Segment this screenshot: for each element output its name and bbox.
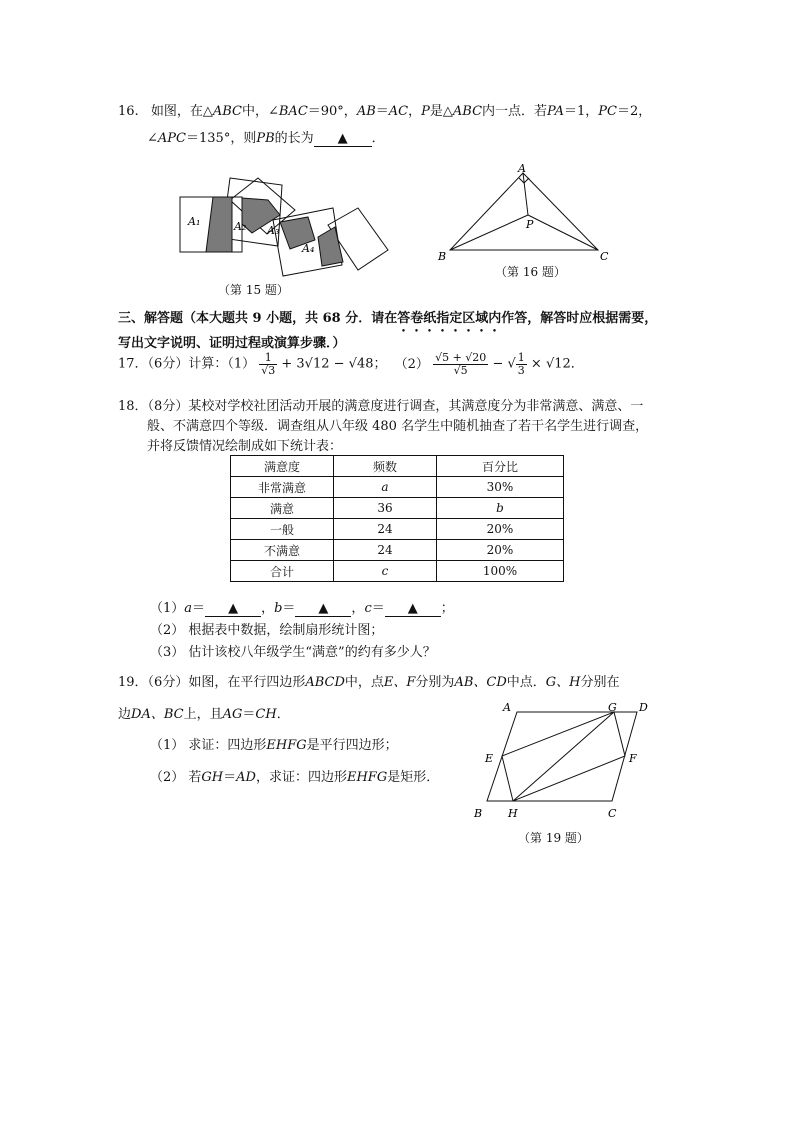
var-ehfg: EHFG <box>266 738 307 753</box>
q19-sub2 <box>150 766 439 785</box>
table-cell: 100% <box>437 561 564 582</box>
q16-text: ＝135°，则 <box>186 131 257 146</box>
var-ef: E、F <box>383 675 416 690</box>
q19-text: ，求证：四边形 <box>255 770 347 785</box>
table-cell: 30% <box>437 477 564 498</box>
frac-num: √5 + √20 <box>435 351 487 364</box>
label-c: C <box>608 807 617 820</box>
answer-blank: ▲ <box>295 602 351 617</box>
var-p: P <box>421 104 430 119</box>
answer-blank: ▲ <box>314 132 372 147</box>
q19-text: 分别在 <box>580 675 620 690</box>
figure-16 <box>430 162 620 267</box>
label-a1: A₁ <box>188 215 201 228</box>
q19-line2 <box>118 703 290 722</box>
var-pb: PB <box>256 131 275 146</box>
table-row <box>231 561 564 582</box>
q18-line1: 18．（8分）某校对学校社团活动开展的满意度进行调查，其满意度分为非常满意、满意、一 <box>118 399 644 414</box>
q18-sub3: （3） 估计该校八年级学生“满意”的约有多少人？ <box>150 645 436 660</box>
section3-emphasis: 答卷纸指定区域内 <box>397 311 502 326</box>
frac-num: 1 <box>259 352 277 365</box>
q18-text: ＝ <box>282 601 296 616</box>
q18-text: ， <box>261 601 275 616</box>
fraction-1-over-3 <box>516 352 527 377</box>
q16-text: 是△ <box>429 104 453 119</box>
q18-text: ＝ <box>192 601 206 616</box>
q19-text: （1） 求证：四边形 <box>150 738 267 753</box>
q16-text: ， <box>408 104 422 119</box>
label-b: B <box>474 807 483 820</box>
q19-text: ． <box>276 707 290 722</box>
figure-19 <box>465 698 655 823</box>
table-row <box>231 540 564 561</box>
figure-16-caption: （第 16 题） <box>495 265 566 279</box>
table-cell: a <box>334 477 437 498</box>
q17-text: − <box>492 356 504 372</box>
q18-text: ＝ <box>371 601 385 616</box>
sqrt-symbol: √ <box>507 356 516 372</box>
frac-den: √5 <box>453 364 468 377</box>
q18-text: （1） <box>150 601 185 616</box>
table-cell: 24 <box>334 519 437 540</box>
var-ehfg: EHFG <box>346 770 388 785</box>
q16-text: ＝1， <box>564 104 599 119</box>
var-abc: ABC <box>212 104 242 119</box>
table-row <box>231 519 564 540</box>
q16-text: ∠ <box>147 131 158 146</box>
q18-line3: 并将反馈情况绘制成如下统计表： <box>147 439 343 454</box>
var-a: a <box>184 601 193 616</box>
section3-heading-line1 <box>118 307 657 335</box>
shaded-a1 <box>206 197 232 252</box>
label-a: A <box>518 162 526 175</box>
label-e: E <box>485 752 494 765</box>
q19-text: 中点． <box>506 675 546 690</box>
q16-text: 内一点．若 <box>482 104 548 119</box>
table-cell: 36 <box>334 498 437 519</box>
table-row <box>231 498 564 519</box>
var-b: b <box>274 601 283 616</box>
label-h: H <box>508 807 518 820</box>
table-header: 百分比 <box>437 456 564 477</box>
figure-15-caption: （第 15 题） <box>218 283 289 297</box>
table-cell: 合计 <box>231 561 334 582</box>
label-f: F <box>629 752 637 765</box>
q19-sub1 <box>150 734 398 753</box>
q16-line2 <box>147 127 385 147</box>
q16-line1 <box>118 100 651 119</box>
q17-text: × √12． <box>530 356 584 372</box>
table-cell: 20% <box>437 540 564 561</box>
q16-text: 中，∠ <box>241 104 279 119</box>
section3-text: 三、解答题（本大题共 9 小题，共 68 分．请在 <box>118 311 398 326</box>
label-p: P <box>526 218 534 231</box>
var-c: c <box>364 601 372 616</box>
q16-text: ＝2， <box>616 104 652 119</box>
q19-text: 是矩形． <box>387 770 440 785</box>
table-header-row <box>231 456 564 477</box>
section3-heading-line2: 写出文字说明、证明过程或演算步骤．） <box>118 336 346 351</box>
frac-num: 1 <box>517 351 525 364</box>
q17-line <box>118 352 584 377</box>
table-cell: c <box>334 561 437 582</box>
q16-text: ． <box>371 131 385 146</box>
q17-text: 17．（6分）计算：（1） <box>118 356 256 372</box>
var-bac: BAC <box>278 104 308 119</box>
label-a2: A₂ <box>234 220 247 233</box>
shaded-a4 <box>318 227 343 266</box>
table-header: 满意度 <box>231 456 334 477</box>
var-abcd: ABCD <box>305 675 345 690</box>
section3-text: 作答，解答时应根据需要， <box>501 311 658 326</box>
table-cell: 非常满意 <box>231 477 334 498</box>
table-cell: 满意 <box>231 498 334 519</box>
segment-pc <box>528 215 598 250</box>
var-ab-cd: AB、CD <box>454 675 507 690</box>
fraction-sqrt-sum <box>433 352 488 377</box>
table-cell: 20% <box>437 519 564 540</box>
table-cell: 一般 <box>231 519 334 540</box>
label-c: C <box>600 250 609 263</box>
var-gh: GH <box>201 770 224 785</box>
q19-text: ＝ <box>223 770 237 785</box>
frac-den: √3 <box>261 364 276 377</box>
var-ab: AB <box>356 104 376 119</box>
segment-pb <box>450 215 528 250</box>
stats-table <box>230 455 564 582</box>
q16-text: ＝90°， <box>307 104 357 119</box>
table-header: 频数 <box>334 456 437 477</box>
answer-blank: ▲ <box>385 602 441 617</box>
label-a: A <box>503 701 511 714</box>
var-da-bc: DA、BC <box>131 707 184 722</box>
frac-den: 3 <box>517 364 525 377</box>
q18-sub1 <box>150 597 454 617</box>
label-g: G <box>608 701 617 714</box>
q16-text: 如图，在△ <box>150 104 213 119</box>
q17-text: （2） <box>394 356 429 372</box>
q19-line1 <box>118 671 620 690</box>
q18-sub2: （2） 根据表中数据，绘制扇形统计图； <box>150 623 384 638</box>
answer-blank: ▲ <box>205 602 261 617</box>
label-d: D <box>639 701 648 714</box>
label-a4: A₄ <box>302 242 315 255</box>
q18-text: ； <box>440 601 454 616</box>
segment-gh <box>513 712 614 801</box>
q17-text: + 3√12 − √48； <box>281 356 387 372</box>
q19-text: 19．（6分）如图，在平行四边形 <box>118 675 306 690</box>
q19-text: ＝ <box>242 707 256 722</box>
q19-text: 边 <box>118 707 132 722</box>
q16-text: 的长为 <box>274 131 314 146</box>
q16-number: 16. <box>118 104 139 119</box>
var-ch: CH <box>255 707 277 722</box>
table-cell: 不满意 <box>231 540 334 561</box>
var-abc: ABC <box>452 104 483 119</box>
var-ad: AD <box>236 770 256 785</box>
q18-text: ， <box>351 601 365 616</box>
var-ag: AG <box>222 707 243 722</box>
var-apc: APC <box>157 131 186 146</box>
var-gh: G、H <box>545 675 581 690</box>
q19-text: 上，且 <box>183 707 223 722</box>
var-pc: PC <box>598 104 617 119</box>
table-cell: 24 <box>334 540 437 561</box>
fraction-1-over-sqrt3 <box>259 352 277 377</box>
figure-19-caption: （第 19 题） <box>518 831 589 845</box>
table-row <box>231 477 564 498</box>
q19-text: 分别为 <box>415 675 455 690</box>
q19-text: （2） 若 <box>150 770 202 785</box>
table-cell: b <box>437 498 564 519</box>
q19-text: 是平行四边形； <box>306 738 398 753</box>
label-a3: A₃ <box>267 224 280 237</box>
var-pa: PA <box>547 104 564 119</box>
q16-text: ＝ <box>375 104 389 119</box>
var-ac: AC <box>388 104 409 119</box>
label-b: B <box>438 250 447 263</box>
q19-text: 中，点 <box>344 675 384 690</box>
q18-line2: 般、不满意四个等级．调查组从八年级 480 名学生中随机抽查了若干名学生进行调查， <box>147 419 649 434</box>
